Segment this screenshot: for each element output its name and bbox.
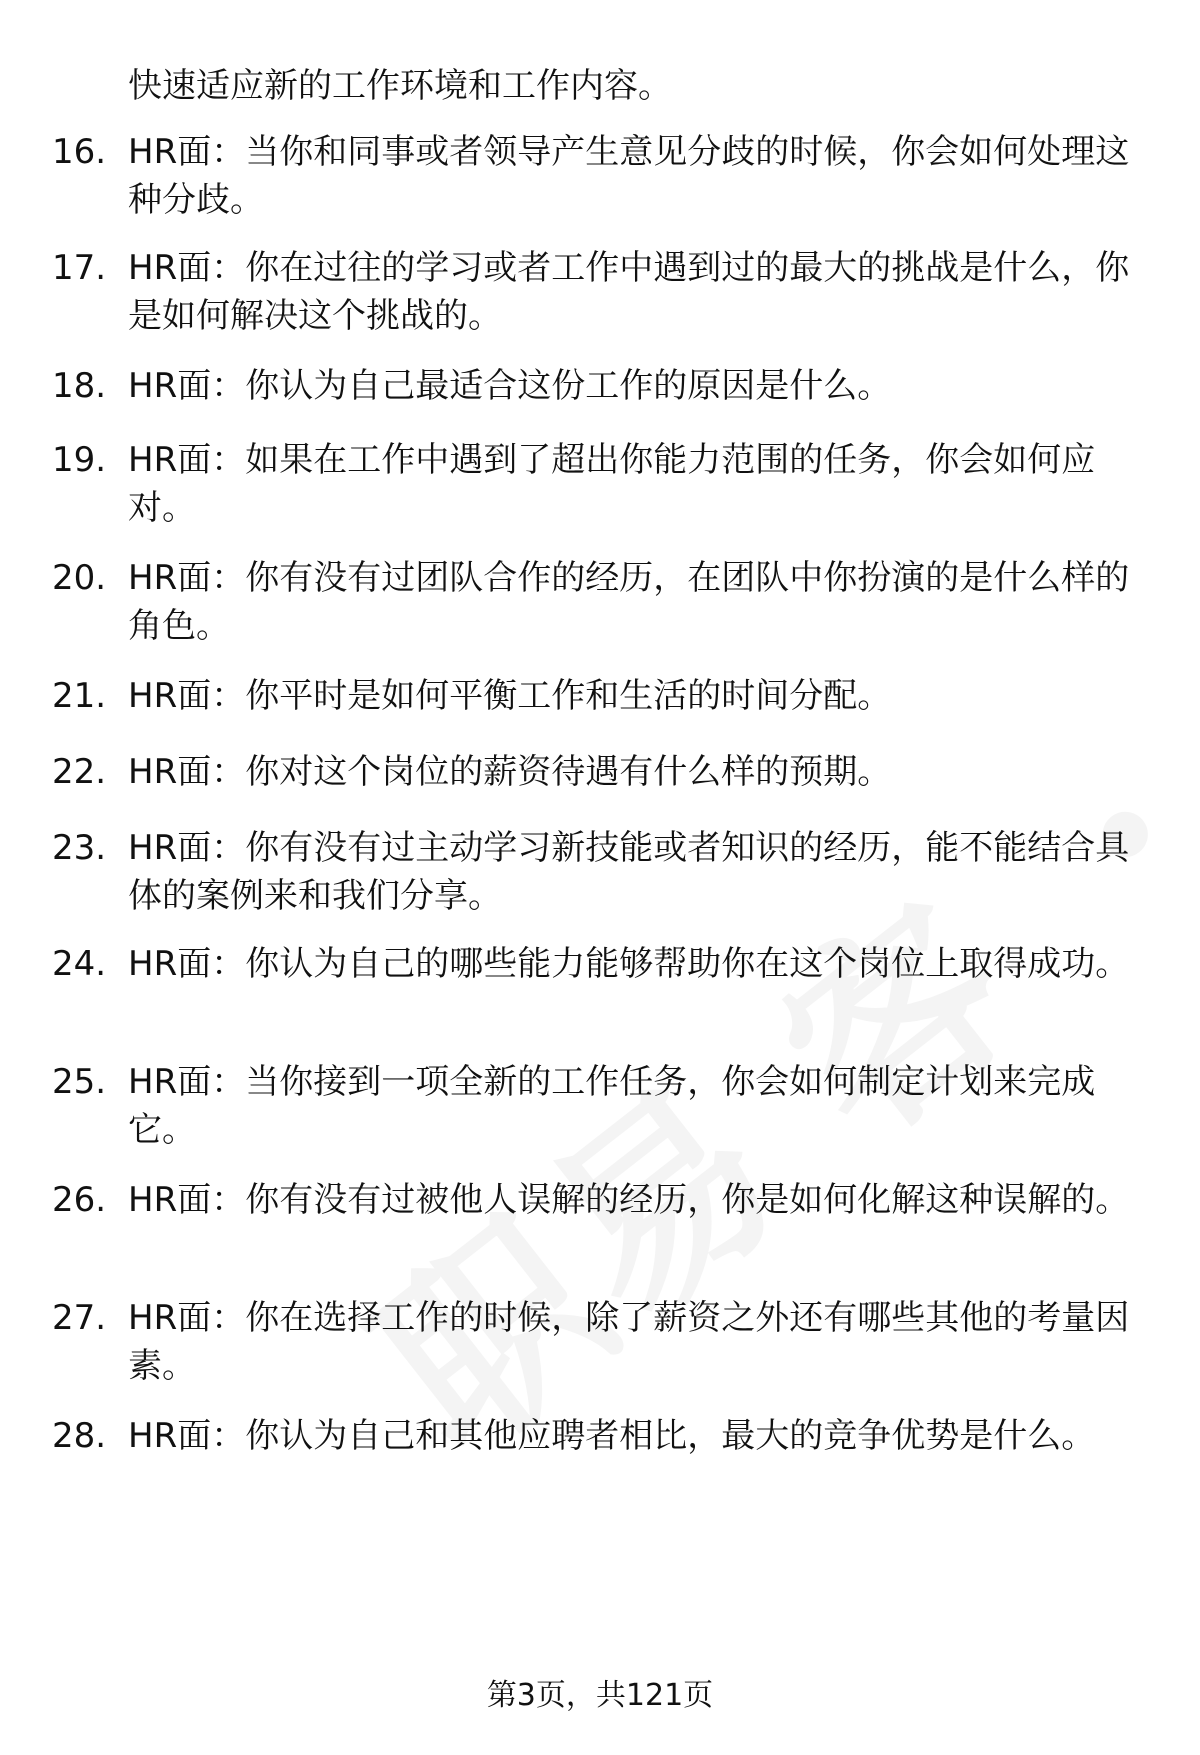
item-number: 16. — [52, 132, 107, 172]
item-text: HR面：如果在工作中遇到了超出你能力范围的任务，你会如何应对。 — [128, 440, 1096, 528]
item-text: HR面：你对这个岗位的薪资待遇有什么样的预期。 — [128, 752, 892, 792]
item-number: 27. — [52, 1298, 107, 1338]
item-number: 20. — [52, 558, 107, 598]
list-item-27 — [52, 1294, 1162, 1390]
item-number: 17. — [52, 248, 107, 288]
item-number: 19. — [52, 440, 107, 480]
list-item-28 — [52, 1412, 1162, 1460]
item-text: HR面：你在过往的学习或者工作中遇到过的最大的挑战是什么，你是如何解决这个挑战的。 — [128, 248, 1130, 336]
list-item-18 — [52, 362, 1162, 410]
item-text: HR面：你平时是如何平衡工作和生活的时间分配。 — [128, 676, 892, 716]
item-text: HR面：你认为自己最适合这份工作的原因是什么。 — [128, 366, 892, 406]
item-number: 28. — [52, 1416, 107, 1456]
list-item-21 — [52, 672, 1162, 720]
item-text: HR面：你有没有过主动学习新技能或者知识的经历，能不能结合具体的案例来和我们分享。 — [128, 828, 1130, 916]
list-item-20 — [52, 554, 1162, 650]
list-item-24 — [52, 940, 1162, 988]
list-item-26 — [52, 1176, 1162, 1224]
list-item-16 — [52, 128, 1162, 224]
list-item-25 — [52, 1058, 1162, 1154]
item-number: 18. — [52, 366, 107, 406]
item-text: HR面：你在选择工作的时候，除了薪资之外还有哪些其他的考量因素。 — [128, 1298, 1130, 1386]
list-item-19 — [52, 436, 1162, 532]
item-number: 21. — [52, 676, 107, 716]
list-item-17 — [52, 244, 1162, 340]
continuation-text: 快速适应新的工作环境和工作内容。 — [128, 66, 672, 106]
item-number: 23. — [52, 828, 107, 868]
item-text: HR面：当你接到一项全新的工作任务，你会如何制定计划来完成它。 — [128, 1062, 1096, 1150]
item-text: HR面：你有没有过被他人误解的经历，你是如何化解这种误解的。 — [128, 1180, 1130, 1220]
item-number: 24. — [52, 944, 107, 984]
list-item-22 — [52, 748, 1162, 796]
list-item-23 — [52, 824, 1162, 920]
item-text: HR面：你认为自己的哪些能力能够帮助你在这个岗位上取得成功。 — [128, 944, 1130, 984]
item-text: HR面：你有没有过团队合作的经历，在团队中你扮演的是什么样的角色。 — [128, 558, 1130, 646]
item-number: 25. — [52, 1062, 107, 1102]
item-number: 22. — [52, 752, 107, 792]
item-text: HR面：你认为自己和其他应聘者相比，最大的竞争优势是什么。 — [128, 1416, 1096, 1456]
item-number: 26. — [52, 1180, 107, 1220]
item-text: HR面：当你和同事或者领导产生意见分歧的时候，你会如何处理这种分歧。 — [128, 132, 1130, 220]
page-footer: 第3页，共121页 — [486, 1678, 714, 1713]
